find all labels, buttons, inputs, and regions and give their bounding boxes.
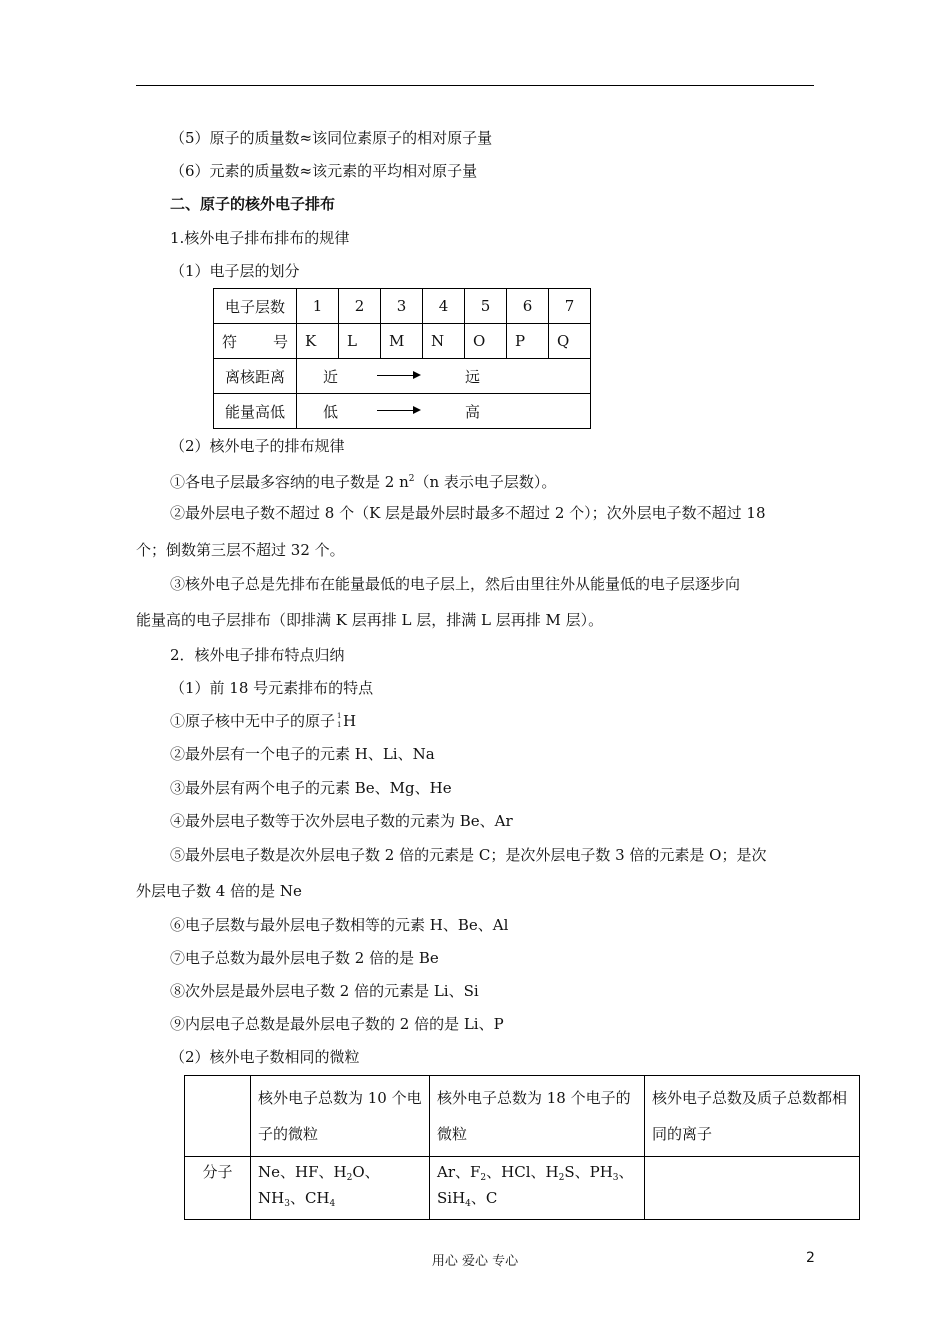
table-cell: 4 xyxy=(423,289,465,324)
section-heading: 二、原子的核外电子排布 xyxy=(170,195,336,213)
text-line: （2）核外电子的排布规律 xyxy=(170,437,345,455)
formula-part: 、SiH xyxy=(437,1163,634,1207)
table-cell: 分子 xyxy=(185,1157,251,1220)
table-cell xyxy=(645,1157,860,1220)
text-span: ①原子核中无中子的原子 xyxy=(170,712,336,730)
subscript: 4 xyxy=(329,1199,336,1209)
subscript: 3 xyxy=(284,1199,290,1209)
table-cell xyxy=(430,1157,645,1220)
text-line: 外层电子数 4 倍的是 Ne xyxy=(136,882,302,900)
table-cell: 5 xyxy=(465,289,507,324)
mass-number: 1 xyxy=(337,712,342,720)
text-line: ⑨内层电子总数是最外层电子数的 2 倍的是 Li、P xyxy=(170,1015,504,1033)
text-line: （6）元素的质量数≈该元素的平均相对原子量 xyxy=(170,162,478,180)
text-line: 能量高的电子层排布（即排满 K 层再排 L 层，排满 L 层再排 M 层）。 xyxy=(136,611,604,629)
right-arrow-icon xyxy=(377,410,419,411)
table-cell: K xyxy=(297,324,339,359)
arrow-to-label: 远 xyxy=(465,368,481,386)
table-cell: O xyxy=(465,324,507,359)
table-cell: 能量高低 xyxy=(214,394,297,429)
text-line: 个；倒数第三层不超过 32 个。 xyxy=(136,541,345,559)
formula-part: 、CH xyxy=(289,1189,330,1207)
arrow-from-label: 低 xyxy=(323,403,339,421)
text-line: （5）原子的质量数≈该同位素原子的相对原子量 xyxy=(170,129,493,147)
page-number: 2 xyxy=(806,1250,815,1266)
subscript: 3 xyxy=(612,1173,619,1183)
formula-part: 、HCl、H xyxy=(486,1163,559,1181)
arrow-to-label: 高 xyxy=(465,403,481,421)
table-cell: 7 xyxy=(549,289,591,324)
table-cell: 3 xyxy=(381,289,423,324)
table-cell: 电子层数 xyxy=(214,289,297,324)
text-line: ③最外层有两个电子的元素 Be、Mg、He xyxy=(170,779,452,797)
text-line: ③核外电子总是先排布在能量最低的电子层上，然后由里往外从能量低的电子层逐步向 xyxy=(170,575,741,593)
table-cell xyxy=(214,324,297,359)
label-part: 号 xyxy=(272,332,288,351)
text-line: （2）核外电子数相同的微粒 xyxy=(170,1048,360,1066)
subsection-heading: 2．核外电子排布特点归纳 xyxy=(170,646,345,664)
table-cell xyxy=(185,1076,251,1157)
page-footer: 用心 爱心 专心 xyxy=(431,1254,519,1269)
text-line xyxy=(170,711,356,731)
isotope-notation xyxy=(335,711,343,731)
table-cell xyxy=(297,394,591,429)
formula-part: O、NH xyxy=(258,1163,380,1207)
formula-part: Ar、F xyxy=(437,1163,481,1181)
subscript: 2 xyxy=(480,1173,487,1183)
table-header-cell: 核外电子总数为 18 个电子的微粒 xyxy=(430,1076,645,1157)
subscript: 4 xyxy=(465,1199,471,1209)
header-rule xyxy=(136,85,814,86)
text-line: ②最外层有一个电子的元素 H、Li、Na xyxy=(170,745,435,763)
text-line: ②最外层电子数不超过 8 个（K 层是最外层时最多不超过 2 个）；次外层电子数不超过 18 xyxy=(170,504,766,522)
atomic-number: 1 xyxy=(337,721,342,729)
table-cell: L xyxy=(339,324,381,359)
table-cell: P xyxy=(507,324,549,359)
text-line: ⑥电子层数与最外层电子数相等的元素 H、Be、Al xyxy=(170,916,509,934)
text-span: ①各电子层最多容纳的电子数是 2 n xyxy=(170,473,409,491)
text-line: ⑤最外层电子数是次外层电子数 2 倍的元素是 C；是次外层电子数 3 倍的元素是 O；是次 xyxy=(170,846,767,864)
formula-part: S、PH xyxy=(564,1163,613,1181)
table-cell: M xyxy=(381,324,423,359)
table-cell: 离核距离 xyxy=(214,359,297,394)
formula-part: Ne、HF、H xyxy=(258,1163,347,1181)
table-cell xyxy=(297,359,591,394)
label-part: 符 xyxy=(222,332,238,351)
same-electron-count-table xyxy=(184,1075,860,1220)
text-line: （1）电子层的划分 xyxy=(170,262,300,280)
table-cell: 2 xyxy=(339,289,381,324)
formula-part: 、C xyxy=(470,1189,498,1207)
table-cell: Q xyxy=(549,324,591,359)
table-cell: N xyxy=(423,324,465,359)
table-header-cell: 核外电子总数为 10 个电子的微粒 xyxy=(251,1076,430,1157)
right-arrow-icon xyxy=(377,375,419,376)
electron-shell-table xyxy=(213,288,591,429)
table-cell xyxy=(251,1157,430,1220)
table-header-cell: 核外电子总数及质子总数都相同的离子 xyxy=(645,1076,860,1157)
arrow-from-label: 近 xyxy=(323,368,339,386)
text-line: （1）前 18 号元素排布的特点 xyxy=(170,679,374,697)
text-line xyxy=(170,469,556,492)
text-line: ⑦电子总数为最外层电子数 2 倍的是 Be xyxy=(170,949,439,967)
table-cell: 1 xyxy=(297,289,339,324)
subscript: 2 xyxy=(346,1173,353,1183)
superscript: 2 xyxy=(408,474,415,484)
text-line: ④最外层电子数等于次外层电子数的元素为 Be、Ar xyxy=(170,812,513,830)
text-span: （n 表示电子层数）。 xyxy=(414,473,557,491)
text-line: ⑧次外层是最外层电子数 2 倍的元素是 Li、Si xyxy=(170,982,479,1000)
table-cell: 6 xyxy=(507,289,549,324)
subsection-heading: 1.核外电子排布排布的规律 xyxy=(170,229,350,247)
element-symbol: H xyxy=(343,712,357,730)
subscript: 2 xyxy=(558,1173,565,1183)
